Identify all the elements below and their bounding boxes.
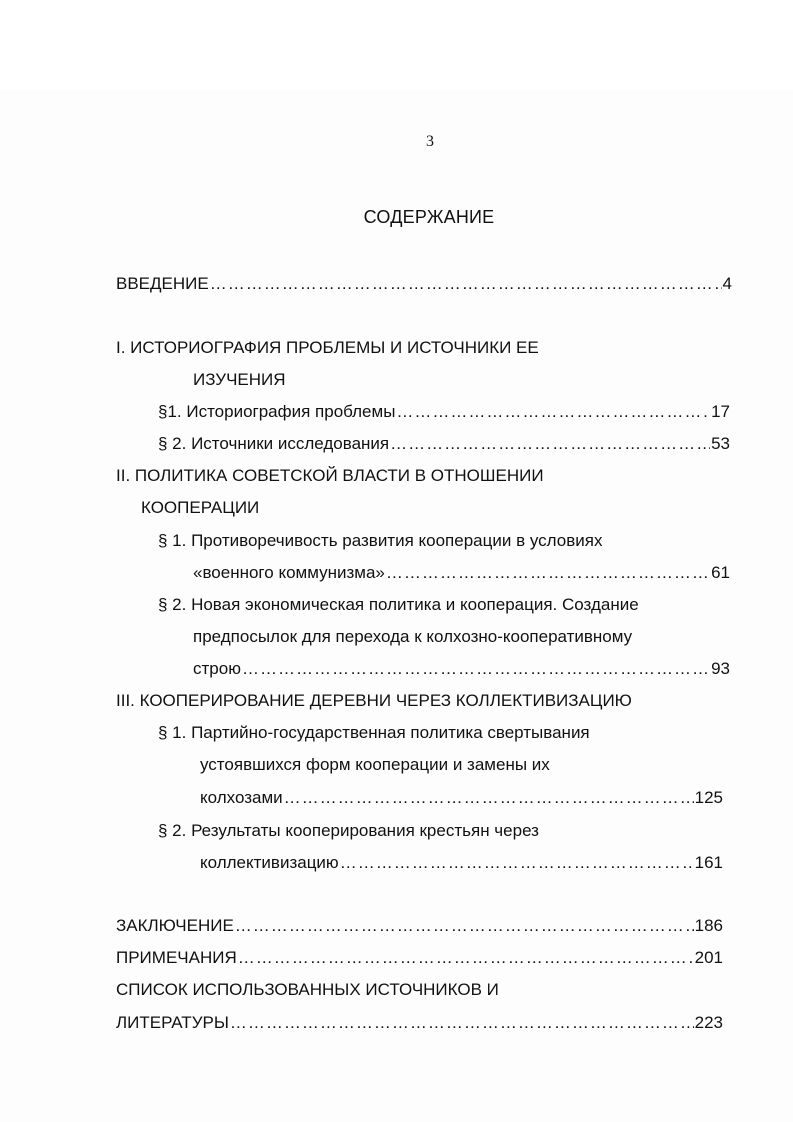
toc-entry-label: коллективизацию bbox=[200, 853, 339, 872]
toc-entry-page: 201 bbox=[694, 948, 723, 967]
toc-entry-ch2-s2-line1[interactable]: § 2. Новая экономическая политика и кооперация. Создание bbox=[158, 595, 639, 614]
leader-dots bbox=[238, 947, 694, 969]
leader-dots bbox=[396, 401, 710, 423]
leader-dots bbox=[242, 658, 710, 680]
toc-entry-ch3-s2[interactable] bbox=[200, 852, 723, 874]
toc-entry-label: строю bbox=[193, 659, 241, 678]
leader-dots bbox=[390, 433, 710, 455]
leader-dots bbox=[210, 273, 722, 295]
toc-entry-label: § 2. Источники исследования bbox=[158, 434, 390, 453]
toc-title: СОДЕРЖАНИЕ bbox=[363, 207, 495, 227]
toc-entry-label: ЗАКЛЮЧЕНИЕ bbox=[116, 916, 234, 935]
leader-dots bbox=[235, 915, 694, 937]
toc-entry-page: 93 bbox=[711, 659, 730, 678]
toc-entry-page: 53 bbox=[711, 434, 730, 453]
toc-entry-notes[interactable] bbox=[116, 947, 723, 969]
leader-dots bbox=[284, 787, 694, 809]
toc-entry-intro[interactable] bbox=[116, 273, 732, 295]
leader-dots bbox=[340, 852, 694, 874]
page-top-margin bbox=[0, 0, 793, 90]
chapter-2-title-line1[interactable]: II. ПОЛИТИКА СОВЕТСКОЙ ВЛАСТИ В ОТНОШЕНИИ bbox=[116, 466, 544, 485]
page-number: 3 bbox=[426, 133, 434, 150]
toc-entry-label: «военного коммунизма» bbox=[193, 563, 385, 582]
toc-entry-ch2-s2-line2[interactable]: предпосылок для перехода к колхозно-кооперативному bbox=[193, 627, 633, 646]
chapter-2-title-line2[interactable]: КООПЕРАЦИИ bbox=[141, 498, 260, 517]
toc-entry-ch2-s2[interactable] bbox=[193, 658, 730, 680]
toc-entry-page: 186 bbox=[694, 916, 723, 935]
toc-entry-ch1-s2[interactable] bbox=[158, 433, 730, 455]
toc-entry-conclusion[interactable] bbox=[116, 915, 723, 937]
toc-entry-ch2-s1[interactable] bbox=[193, 562, 730, 584]
chapter-1-title-line1[interactable]: I. ИСТОРИОГРАФИЯ ПРОБЛЕМЫ И ИСТОЧНИКИ ЕЕ bbox=[116, 338, 539, 357]
toc-entry-page: 61 bbox=[711, 563, 730, 582]
toc-entry-ch2-s1-line1[interactable]: § 1. Противоречивость развития кооперации в условиях bbox=[158, 531, 603, 550]
toc-entry-page: 125 bbox=[694, 788, 723, 807]
toc-entry-bibliography[interactable] bbox=[116, 1012, 723, 1034]
toc-entry-page: 17 bbox=[711, 402, 730, 421]
toc-entry-label: ЛИТЕРАТУРЫ bbox=[116, 1013, 229, 1032]
toc-entry-label: §1. Историография проблемы bbox=[158, 402, 396, 421]
toc-entry-label: колхозами bbox=[200, 788, 283, 807]
toc-entry-label: ВВЕДЕНИЕ bbox=[116, 274, 209, 293]
toc-entry-ch3-s1-line2[interactable]: устоявшихся форм кооперации и замены их bbox=[200, 755, 550, 774]
toc-entry-ch1-s1[interactable] bbox=[158, 401, 730, 423]
leader-dots bbox=[230, 1012, 694, 1034]
chapter-3-title[interactable]: III. КООПЕРИРОВАНИЕ ДЕРЕВНИ ЧЕРЕЗ КОЛЛЕКТИВИЗАЦИЮ bbox=[116, 691, 632, 710]
toc-entry-ch3-s1[interactable] bbox=[200, 787, 723, 809]
toc-entry-bibliography-line1[interactable]: СПИСОК ИСПОЛЬЗОВАННЫХ ИСТОЧНИКОВ И bbox=[116, 980, 499, 999]
toc-entry-ch3-s2-line1[interactable]: § 2. Результаты кооперирования крестьян через bbox=[158, 821, 539, 840]
chapter-1-title-line2[interactable]: ИЗУЧЕНИЯ bbox=[193, 370, 286, 389]
toc-entry-page: 161 bbox=[694, 853, 723, 872]
toc-entry-ch3-s1-line1[interactable]: § 1. Партийно-государственная политика свертывания bbox=[158, 723, 590, 742]
leader-dots bbox=[386, 562, 710, 584]
toc-entry-label: ПРИМЕЧАНИЯ bbox=[116, 948, 237, 967]
toc-entry-page: 4 bbox=[722, 274, 732, 293]
toc-entry-page: 223 bbox=[694, 1013, 723, 1032]
